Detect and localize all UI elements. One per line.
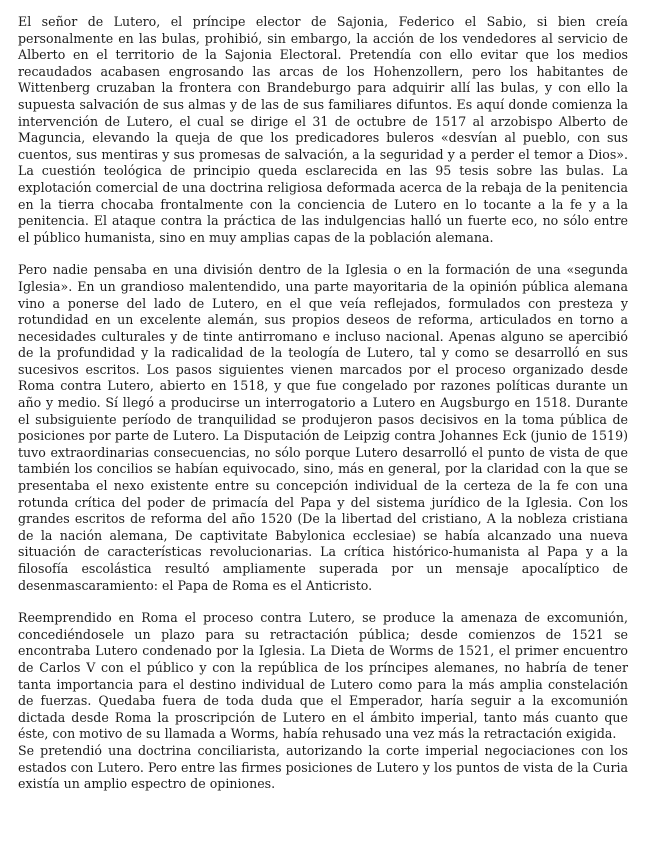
paragraph-2: Pero nadie pensaba en una división dentro de la Iglesia o en la formación de una «segunda Iglesia». En un grandioso malentendido, una parte mayoritaria de la opinión pública alemana vino a ponerse del lado de Lutero, en el que veía reflejados, formulados con presteza y rotundidad en un excelente alemán, sus propios deseos de reforma, articulados en torno a necesidades culturales y de tinte antirromano e incluso nacional. Apenas alguno se apercibió de la profundidad y la radicalidad de la teología de Lutero, tal y como se desarrolló en sus sucesivos escritos. Los pasos siguientes vienen marcados por el proceso organizado desde Roma contra Lutero, abierto en 1518, y que fue congelado por razones políticas durante un año y medio. Sí llegó a producirse un interrogatorio a Lutero en Augsburgo en 1518. Durante el subsiguiente período de tranquilidad se produjeron pasos decisivos en la toma pública de posiciones por parte de Lutero. La Disputación de Leipzig contra Johannes Eck (junio de 1519) tuvo extraordinarias consecuencias, no sólo porque Lutero desarrolló el punto de vista de que también los concilios se habían equivocado, sino, más en general, por la claridad con la que se presentaba el nexo existente entre su concepción individual de la certeza de la fe con una rotunda crítica del poder de primacía del Papa y del sistema jurídico de la Iglesia. Con los grandes escritos de reforma del año 1520 (De la libertad del cristiano, A la nobleza cristiana de la nación alemana, De captivitate Babylonica ecclesiae) se había alcanzado una nueva situación de características revolucionarias. La crítica histórico-humanista al Papa y a la filosofía escolástica resultó ampliamente superada por un mensaje apocalíptico de desenmascaramiento: el Papa de Roma es el Anticristo. [18,262,628,593]
paragraph-gap [18,246,628,262]
paragraph-gap [18,594,628,610]
paragraph-4: Se pretendió una doctrina conciliarista, autorizando la corte imperial negociaciones con los estados con Lutero. Pero entre las firmes posiciones de Lutero y los puntos de vista de la Curia existía un amplio espectro de opiniones. [18,742,628,792]
document-page [18,14,628,793]
paragraph-1: El señor de Lutero, el príncipe elector de Sajonia, Federico el Sabio, si bien creía personalmente en las bulas, prohibió, sin embargo, la acción de los vendedores al servicio de Alberto en el territorio de la Sajonia Electoral. Pretendía con ello evitar que los medios recaudados acabasen engrosando las arcas de los Hohenzollern, pero los habitantes de Wittenberg cruzaban la frontera con Brandeburgo para adquirir allí las bulas, y con ello la supuesta salvación de sus almas y de las de sus familiares difuntos. Es aquí donde comienza la intervención de Lutero, el cual se dirige el 31 de octubre de 1517 al arzobispo Alberto de Maguncia, elevando la queja de que los predicadores buleros «desvían al pueblo, con sus cuentos, sus mentiras y sus promesas de salvación, a la seguridad y a perder el temor a Dios». La cuestión teológica de principio queda esclarecida en las 95 tesis sobre las bulas. La explotación comercial de una doctrina religiosa deformada acerca de la rebaja de la penitencia en la tierra chocaba frontalmente con la conciencia de Lutero en lo tocante a la fe y a la penitencia. El ataque contra la práctica de las indulgencias halló un fuerte eco, no sólo entre el público humanista, sino en muy amplias capas de la población alemana. [18,14,628,245]
paragraph-3: Reemprendido en Roma el proceso contra Lutero, se produce la amenaza de excomunión, concediéndosele un plazo para su retractación pública; desde comienzos de 1521 se encontraba Lutero condenado por la Iglesia. La Dieta de Worms de 1521, el primer encuentro de Carlos V con el público y con la república de los príncipes alemanes, no habría de tener tanta importancia para el destino individual de Lutero como para la más amplia constelación de fuerzas. Quedaba fuera de toda duda que el Emperador, haría seguir a la excomunión dictada desde Roma la proscripción de Lutero en el ámbito imperial, tanto más cuanto que éste, con motivo de su llamada a Worms, había rehusado una vez más la retractación exigida. [18,610,628,742]
